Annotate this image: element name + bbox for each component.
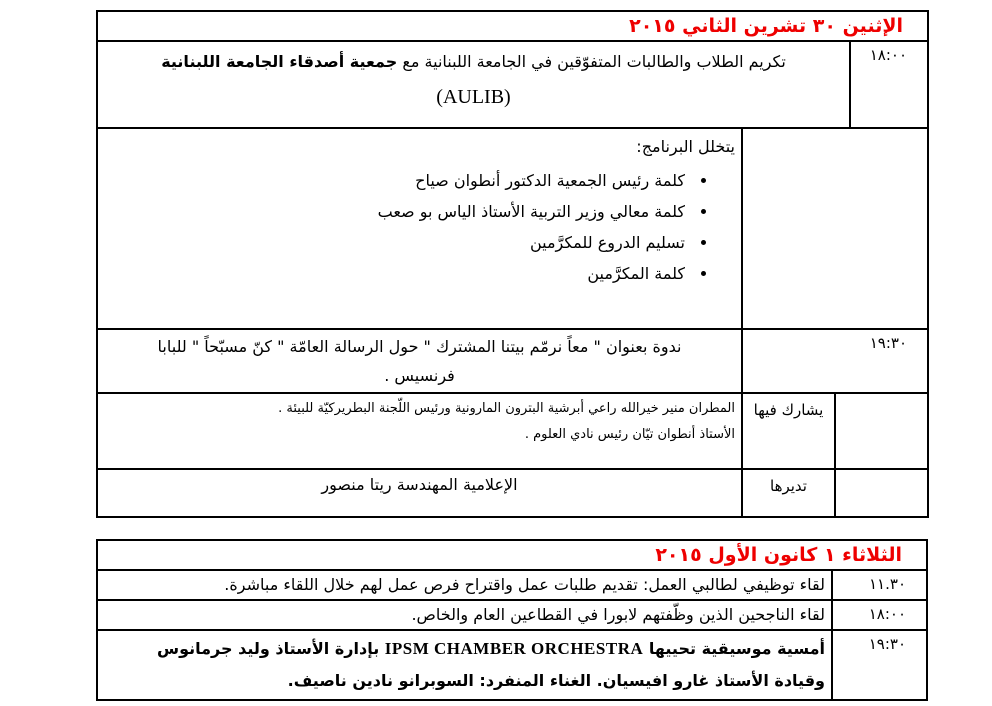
tuesday-job-row — [97, 570, 927, 600]
job-meeting-time: ١١.٣٠ — [832, 570, 927, 600]
monday-schedule-table — [96, 10, 929, 518]
monday-program-row — [97, 128, 928, 329]
tuesday-header-row — [97, 540, 927, 570]
program-item: • تسليم الدروع للمكرَّمين — [104, 227, 689, 258]
labora-meeting-text: لقاء الناجحين الذين وظّفتهم لابورا في القطاعين العام والخاص. — [97, 600, 832, 630]
program-item: • كلمة رئيس الجمعية الدكتور أنطوان صياح — [104, 165, 689, 196]
tuesday-table-title: الثلاثاء ١ كانون الأول ٢٠١٥ — [97, 540, 927, 570]
seminar-cell — [97, 329, 742, 393]
monday-honoring-row — [97, 41, 928, 128]
tuesday-concert-row — [97, 630, 927, 700]
tuesday-schedule-table — [96, 539, 928, 701]
honoring-text-bold: جمعية أصدقاء الجامعة اللبنانية — [161, 52, 398, 71]
moderator-label: تديرها — [742, 469, 835, 517]
moderator-empty-cell — [835, 469, 928, 517]
honoring-aulib-line: (AULIB) — [436, 86, 511, 108]
concert-orchestra-name: IPSM CHAMBER ORCHESTRA — [384, 639, 644, 658]
participants-cell — [97, 393, 742, 469]
honoring-text-regular: تكريم الطلاب والطالبات المتفوّقين في الجامعة اللبنانية مع — [397, 52, 786, 71]
program-item: • كلمة المكرَّمين — [104, 258, 689, 289]
honoring-time: ١٨:٠٠ — [850, 41, 928, 128]
moderator-text: الإعلامية المهندسة ريتا منصور — [321, 475, 518, 494]
program-list — [104, 165, 735, 289]
concert-text-before: أمسية موسيقية تحييها — [643, 639, 825, 658]
program-heading: يتخلل البرنامج: — [636, 137, 735, 156]
seminar-time: ١٩:٣٠ — [742, 329, 928, 393]
monday-table-title: الإثنين ٣٠ تشرين الثاني ٢٠١٥ — [97, 11, 928, 41]
concert-cell — [97, 630, 832, 700]
concert-text — [104, 633, 825, 697]
concert-time: ١٩:٣٠ — [832, 630, 927, 700]
moderator-cell — [97, 469, 742, 517]
monday-header-row — [97, 11, 928, 41]
participants-line1: المطران منير خيرالله راعي أبرشية البترون المارونية ورئيس اللّجنة البطريركيّة للبيئة . — [278, 401, 735, 416]
program-cell — [97, 128, 742, 329]
seminar-text-line1: ندوة بعنوان " معاً نرمّم بيتنا المشترك " حول الرسالة العامّة " كنّ مسبّحاً " للبابا — [157, 337, 682, 356]
labora-meeting-time: ١٨:٠٠ — [832, 600, 927, 630]
monday-moderator-row — [97, 469, 928, 517]
job-meeting-text: لقاء توظيفي لطالبي العمل: تقديم طلبات عمل واقتراح فرص عمل لهم خلال اللقاء مباشرة. — [97, 570, 832, 600]
honoring-text-line — [104, 44, 843, 80]
program-empty-cell — [742, 128, 928, 329]
program-item: • كلمة معالي وزير التربية الأستاذ الياس بو صعب — [104, 196, 689, 227]
concert-text-after: بإدارة الأستاذ وليد جرمانوس وقيادة الأستاذ غارو افيسيان. الغناء المنفرد: السوبرانو نادين ناصيف. — [157, 639, 825, 690]
monday-seminar-row — [97, 329, 928, 393]
seminar-text-line2: فرنسيس . — [384, 366, 455, 385]
participants-line2: الأستاذ أنطوان تيّان رئيس نادي العلوم . — [524, 427, 735, 442]
tuesday-labora-row — [97, 600, 927, 630]
participants-label: يشارك فيها — [742, 393, 835, 469]
participants-empty-cell — [835, 393, 928, 469]
honoring-cell — [97, 41, 850, 128]
monday-participants-row — [97, 393, 928, 469]
